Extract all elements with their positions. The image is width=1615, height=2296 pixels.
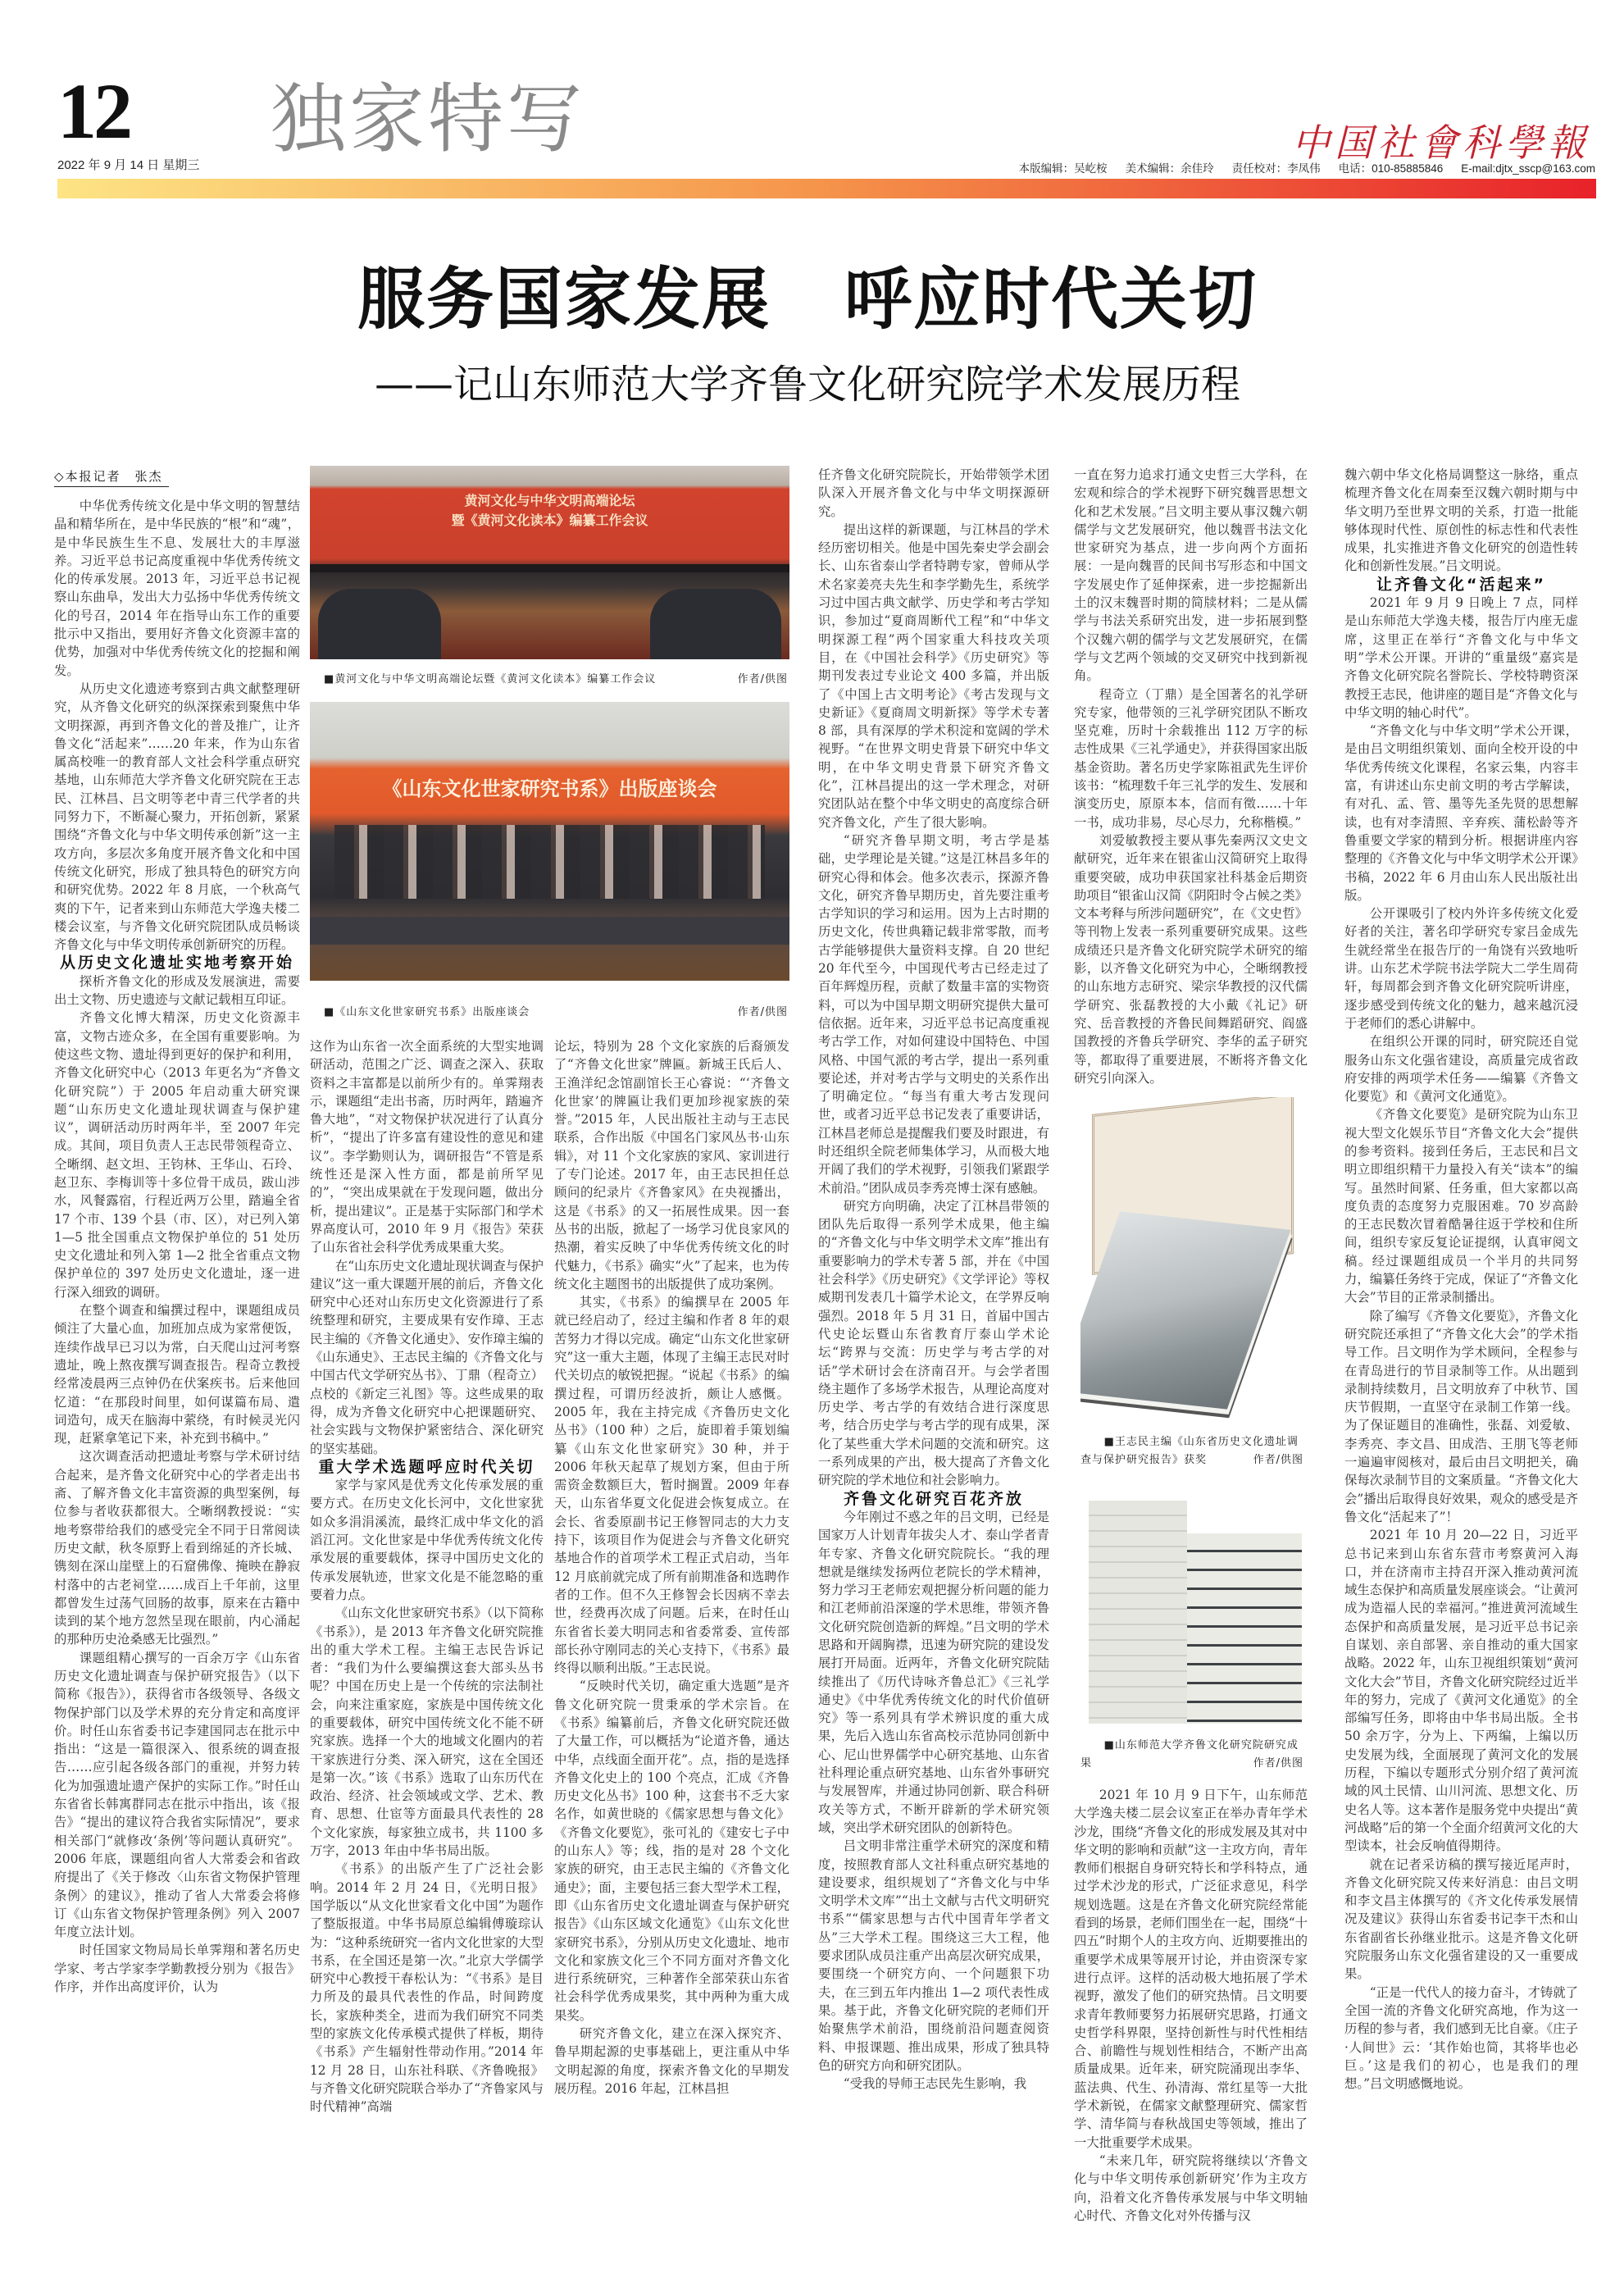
banner-line: 《山东文化世家研究书系》出版座谈会	[382, 777, 717, 800]
credit-phone: 电话：010-85885846	[1338, 162, 1444, 175]
column-1	[54, 497, 300, 1996]
paragraph: 提出这样的新课题，与江林昌的学术经历密切相关。他是中国先秦史学会副会长、山东省泰山学者特聘专家，曾师从学术名家姜亮夫先生和李学勤先生，系统学习过中国古典文献学、历史学和考古学知识，参加过“夏商周断代工程”和“中华文明探源工程”两个国家重大科技攻关项目，在《中国社会科学》《历史研究》等期刊发表过专业论文 400 多篇，并出版了《中国上古文明考论》《考古发现与文史新证》《夏商周文明新探》等学术专著 8 部，具有深厚的学术积淀和宽阔的学术视野。“在世界文明史背景下研究中华文明，在中华文明史背景下研究齐鲁文化”，江林昌提出的这一学术理念，对研究团队站在整个中华文明史的高度综合研究齐鲁文化，产生了很大影响。	[818, 522, 1049, 830]
photo-forum-meeting	[310, 466, 789, 659]
paragraph: 论坛，特别为 28 个文化家族的后裔颁发了“齐鲁文化世家”牌匾。新城王氏后人、王渔洋纪念馆副馆长王心睿说：“‘齐鲁文化世家’的牌匾让我们更加珍视家族的荣誉。”2015 年，人民出版社主动与王志民联系，合作出版《中国名门家风丛书·山东辑》，对 11 个文化家族的家风、家训进行了专门论述。2017 年，由王志民担任总顾问的纪录片《齐鲁家风》在央视播出，这是《书系》的又一拓展性成果。因一套丛书的出版，掀起了一场学习优良家风的热潮，着实反映了中华优秀传统文化的时代魅力，《书系》确实“火”了起来，也为传统文化主题图书的出版提供了成功案例。	[554, 1039, 789, 1292]
paragraph: 公开课吸引了校内外许多传统文化爱好者的关注，著名印学研究专家吕金成先生就经常坐在报告厅的一角饶有兴致地听讲。山东艺术学院书法学院大二学生周荷轩，每周都会到齐鲁文化研究院听讲座，逐步感受到传统文化的魅力，越来越沉浸于老师们的悉心讲解中。	[1344, 906, 1578, 1031]
paragraph: 齐鲁文化博大精深，历史文化资源丰富，文物古迹众多，在全国有重要影响。为使这些文物、遗址得到更好的保护和利用，齐鲁文化研究中心（2013 年更名为“齐鲁文化研究院”）于 2005 年启动重大研究课题“山东历史文化遗址现状调查与保护建议”，调研活动历时两年半，至 2007 年完成。其间，项目负责人王志民带领程奇立、仝晰纲、赵文坦、王钧林、王华山、石玲、赵卫东、李梅训等十多位骨干成员，跋山涉水，风餐露宿，行程近两万公里，踏遍全省 17 个市、139 个县（市、区），对已列入第 1—5 批全国重点文物保护单位的 51 处历史文化遗址和列入第 1—2 批全省重点文物保护单位的 397 处历史文化遗址，逐一进行深入细致的调研。	[54, 1010, 300, 1300]
paragraph: 其实，《书系》的编撰早在 2005 年就已经启动了，经过主编和作者 8 年的艰苦努力才得以完成。确定“山东文化世家研究”这一重大主题，体现了主编王志民对时代关切点的敏锐把握。“说起《书系》的编撰过程，可谓历经波折，颇让人感慨。2005 年，我在主持完成《齐鲁历史文化丛书》（100 种）之后，旋即着手策划编纂《山东文化世家研究》30 种，并于 2006 年秋天起草了规划方案，但由于所需资金数额巨大，暂时搁置。2009 年春天，山东省华夏文化促进会恢复成立。在会长、省委原副书记王修智同志的大力支持下，该项目作为促进会与齐鲁文化研究基地合作的首项学术工程正式启动，当年 12 月底前就完成了所有前期准备和选聘作者的工作。但不久王修智会长因病不幸去世，经费再次成了问题。后来，在时任山东省省长姜大明同志和省委常委、宣传部部长孙守刚同志的关心支持下，《书系》最终得以顺利出版。”王志民说。	[554, 1295, 789, 1676]
section-heading-4: 让齐鲁文化“活起来”	[1376, 575, 1546, 594]
editor-credits	[1001, 159, 1595, 175]
paragraph: 家学与家风是优秀文化传承发展的重要方式。在历史文化长河中，文化世家犹如众多涓涓溪流，最终汇成中华文化的滔滔江河。文化世家是中华优秀传统文化传承发展的重要载体，探寻中国历史文化的传承发展轨迹，世家文化是不能忽略的重要着力点。	[310, 1478, 544, 1602]
newspaper-logo: 中国社會科學報	[1292, 121, 1590, 165]
headline	[0, 261, 1615, 339]
section-heading-3: 齐鲁文化研究百花齐放	[843, 1489, 1024, 1508]
paragraph: “反映时代关切，确定重大选题”是齐鲁文化研究院一贯秉承的学术宗旨。在《书系》编纂前后，齐鲁文化研究院还做了大量工作，可以概括为“论道齐鲁，通达中华，点线面全面开花”。点，指的是选择齐鲁文化史上的 100 个亮点，汇成《齐鲁历史文化丛书》100 种，这套书不乏大家名作，如黄世晓的《儒家思想与鲁文化》《齐鲁文化要览》，张可礼的《建安七子中的山东人》等；线，指的是对 28 个文化家族的研究，由王志民主编的《齐鲁文化通史》；面，主要包括三套大型学术工程，即《山东省历史文化遗址调查与保护研究报告》《山东区域文化通览》《山东文化世家研究书系》，分别从历史文化遗址、地市文化和家族文化三个不同方面对齐鲁文化进行系统研究，三种著作全部荣获山东省社会科学优秀成果奖，其中两种为重大成果奖。	[554, 1679, 789, 2023]
paragraph: 一直在努力追求打通文史哲三大学科，在宏观和综合的学术视野下研究魏晋思想文化和艺术发展。”吕文明主要从事汉魏六朝儒学与文艺发展研究，他以魏晋书法文化世家研究为基点，进一步向两个方面拓展：一是向魏晋的民间书写形态和中国文字发展史作了延伸探索，进一步挖掘新出土的汉末魏晋时期的简牍材料；二是从儒学与书法关系研究出发，进一步拓展到整个汉魏六朝的儒学与文艺发展研究，在儒学与文艺两个领域的交叉研究中找到新视角。	[1074, 467, 1308, 684]
photo-book-series-symposium	[310, 702, 789, 981]
paragraph: 在整个调查和编撰过程中，课题组成员倾注了大量心血，加班加点成为家常便饭，连续作战早已习以为常，白天爬山过河考察遗址，晚上熬夜撰写调查报告。程奇立教授经常凌晨两三点钟仍在伏案疾书。后来他回忆道：“在那段时间里，如何谋篇布局、遣词造句，成天在脑海中萦绕，有时候灵光闪现，赶紧拿笔记下来，补充到书稿中。”	[54, 1303, 300, 1446]
paragraph: 《齐鲁文化要览》是研究院为山东卫视大型文化娱乐节目“齐鲁文化大会”提供的参考资料。接到任务后，王志民和吕文明立即组织精干力量投入有关“读本”的编写。虽然时间紧、任务重，但大家都以高度负责的态度努力克服困难。70 岁高龄的王志民数次冒着酷暑往返于学校和住所间，组织专家反复论证提纲，认真审阅文稿。经过课题组成员一个半月的共同努力，编纂任务终于完成，保证了“齐鲁文化大会”节目的正常录制播出。	[1344, 1107, 1578, 1305]
caption-text: ■黄河文化与中华文明高端论坛暨《黄河文化读本》编纂工作会议	[324, 673, 657, 686]
credit-proofreader: 责任校对：李凤伟	[1231, 162, 1321, 175]
section-title: 独家特写	[271, 75, 586, 163]
photo-credit: 作者/供图	[737, 673, 788, 686]
paragraph: 研究方向明确，决定了江林昌带领的团队先后取得一系列学术成果，他主编的“齐鲁文化与中华文明学术文库”推出有重要影响力的学术专著 5 部，并在《中国社会科学》《历史研究》《文学评论》等权威期刊发表几十篇学术论文，在学界反响强烈。2018 年 5 月 31 日，首届中国古代史论坛暨山东省教育厅泰山学术论坛“跨界与交流：历史学与考古学的对话”学术研讨会在济南召开。与会学者围绕主题作了多场学术报告，从理论高度对历史学、考古学的有效结合进行深度思考，结合历史学与考古学的现有成果，深化了某些重大学术问题的交流和研究。这一系列成果的产出，极大提高了齐鲁文化研究院的学术地位和社会影响力。	[818, 1198, 1049, 1488]
issue-date: 2022 年 9 月 14 日 星期三	[57, 158, 200, 172]
paragraph: 2021 年 10 月 9 日下午，山东师范大学逸夫楼二层会议室正在举办青年学术沙龙，围绕“齐鲁文化的形成发展及其对中华文明的影响和贡献”这一主攻方向，青年教师们根据自身研究特长和学科特点，通过学术沙龙的形式，广泛征求意见，科学规划选题。这是在齐鲁文化研究院经常能看到的场景，老师们围坐在一起，围绕“十四五”时期个人的主攻方向、近期要推出的重要学术成果等展开讨论，并由资深专家进行点评。这样的活动极大地拓展了学术视野，激发了他们的研究热情。吕文明要求青年教师要努力拓展研究思路，打通文史哲学科界限，坚持创新性与时代性相结合、前瞻性与规划性相结合，不断产出高质量成果。近年来，研究院涌现出李华、蓝法典、代生、孙清海、常红星等一大批学术新锐，在儒家文献整理研究、儒家哲学、清华简与春秋战国史等领域，推出了一大批重要学术成果。	[1074, 1788, 1308, 2150]
paragraph: 研究齐鲁文化，建立在深入探究齐、鲁早期起源的史事基础上，更注重从中华文明起源的角度，探索齐鲁文化的早期发展历程。2016 年起，江林昌担	[554, 2026, 789, 2096]
caption-text: ■山东师范大学齐鲁文化研究院研究成果	[1080, 1739, 1299, 1770]
photo-research-books-stack	[1080, 1484, 1306, 1730]
paragraph: 就在记者采访稿的撰写接近尾声时，齐鲁文化研究院又传来好消息：由吕文明和李文昌主体撰写的《齐文化传承发展情况及建议》获得山东省委书记李干杰和山东省副省长孙继业批示。这是齐鲁文化研究院服务山东文化强省建设的又一重要成果。	[1344, 1856, 1578, 1982]
paragraph: 刘爱敏教授主要从事先秦两汉文史文献研究，近年来在银雀山汉简研究上取得重要突破，成功申获国家社科基金后期资助项目“银雀山汉简《阴阳时令占候之类》文本考释与所涉问题研究”，在《文史哲》等刊物上发表一系列重要研究成果。这些成绩还只是齐鲁文化研究院学术研究的缩影，以齐鲁文化研究为中心，仝晰纲教授的山东地方志研究、梁宗华教授的汉代儒学研究、张磊教授的大小戴《礼记》研究、岳音教授的齐鲁民间舞蹈研究、阎盛国教授的齐鲁兵学研究、李华的孟子研究等，都取得了重要进展，不断将齐鲁文化研究引向深入。	[1074, 832, 1308, 1086]
credit-editor: 本版编辑：吴屹桉	[1018, 162, 1108, 175]
paragraph: 魏六朝中华文化格局调整这一脉络，重点梳理齐鲁文化在周秦至汉魏六朝时期与中华文明乃至世界文明的关系，打造一批能够体现时代性、原创性的标志性和代表性成果，扎实推进齐鲁文化研究的创造性转化和创新性发展。”吕文明说。	[1344, 467, 1578, 574]
photo-caption	[324, 1003, 788, 1018]
paragraph: 除了编写《齐鲁文化要览》，齐鲁文化研究院还承担了“齐鲁文化大会”的学术指导工作。吕文明作为学术顾问，全程参与在青岛进行的节目录制等工作。从出题到录制持续数月，吕文明放弃了中秋节、国庆节假期，一直坚守在录制工作第一线。为了保证题目的准确性，张磊、刘爱敏、李秀亮、李文昌、田成浩、王朋飞等老师一遍遍审阅核对，最后由吕文明把关，确保每次录制节目的文案质量。“齐鲁文化大会”播出后取得良好效果，观众的感受是齐鲁文化“活起来了”！	[1344, 1308, 1578, 1524]
section-heading-1: 从历史文化遗址实地考察开始	[59, 954, 294, 973]
headline-part-2: 呼应时代关切	[844, 261, 1258, 339]
photo-caption	[1080, 1433, 1303, 1469]
column-5	[1074, 466, 1308, 1087]
byline: ◇本报记者 张杰	[54, 467, 169, 487]
photo-credit: 作者/供图	[737, 1006, 788, 1018]
subheadline: ——记山东师范大学齐鲁文化研究院学术发展历程	[374, 362, 1240, 408]
header-gradient-bar	[57, 179, 1596, 198]
column-5-lower	[1074, 1786, 1308, 2225]
paragraph: “正是一代代人的接力奋斗，才铸就了全国一流的齐鲁文化研究高地，作为这一历程的参与者，我们感到无比自豪。《庄子·人间世》云：‘其作始也简，其将毕也必巨。’这是我们的初心，也是我们的理想。”吕文明感慨地说。	[1344, 1984, 1578, 2092]
photo-caption	[1080, 1737, 1303, 1773]
paragraph: 在“山东历史文化遗址现状调查与保护建议”这一重大课题开展的前后，齐鲁文化研究中心还对山东历史文化资源进行了系统整理和研究，主要成果有安作璋、王志民主编的《齐鲁文化通史》、安作璋主编的《山东通史》、王志民主编的《齐鲁文化与中国古代文学研究丛书》、丁鼎（程奇立）点校的《新定三礼图》等。这些成果的取得，成为齐鲁文化研究中心把课题研究、社会实践与文物保护紧密结合、深化研究的坚实基础。	[310, 1258, 544, 1456]
caption-text: ■《山东文化世家研究书系》出版座谈会	[324, 1006, 530, 1018]
paragraph: 程奇立（丁鼎）是全国著名的礼学研究专家，他带领的三礼学研究团队不断攻坚克难，历时十余载推出 112 万字的标志性成果《三礼学通史》，并获得国家出版基金资助。著名历史学家陈祖武先生评价该书：“梳理数千年三礼学的发生、发展和演变历史，原原本本，信而有徵……十年一书，成功非易，尽心尽力，允称楷模。”	[1074, 686, 1308, 830]
credit-art-editor: 美术编辑：余佳玲	[1125, 162, 1214, 175]
column-3	[554, 1037, 789, 2098]
column-6	[1344, 466, 1578, 2093]
paragraph: 2021 年 9 月 9 日晚上 7 点，同样是山东师范大学逸夫楼，报告厅内座无虚席，这里正在举行“齐鲁文化与中华文明”学术公开课。开讲的“重量级”嘉宾是齐鲁文化研究院名誉院长、学校特聘资深教授王志民，他讲座的题目是“齐鲁文化与中华文明的轴心时代”。	[1344, 595, 1578, 720]
paragraph: 《书系》的出版产生了广泛社会影响。2014 年 2 月 24 日，《光明日报》国学版以“从文化世家看文化中国”为题作了整版报道。中华书局原总编辑傅璇琮认为：“这种系统研究一省内文化世家的大型书系，在全国还是第一次。”北京大学儒学研究中心教授干春松认为：“《书系》是目力所及的最具代表性的作品，时间跨度长，家族种类全，进而为我们研究不同类型的家族文化传承模式提供了样板，期待《书系》产生辐射性带动作用。”2014 年 12 月 28 日，山东社科联、《齐鲁晚报》与齐鲁文化研究院联合举办了“齐鲁家风与时代精神”高端	[310, 1861, 544, 2115]
paragraph: 2021 年 10 月 20—22 日，习近平总书记来到山东省东营市考察黄河入海口，并在济南市主持召开深入推动黄河流域生态保护和高质量发展座谈会。“让黄河成为造福人民的幸福河。”推进黄河流域生态保护和高质量发展，是习近平总书记亲自谋划、亲自部署、亲自推动的重大国家战略。2022 年，山东卫视组织策划“黄河文化大会”节目，齐鲁文化研究院经过近半年的努力，完成了《黄河文化通览》的全部编写任务，即将由中华书局出版。全书 50 余万字，分为上、下两编，上编以历史发展为线，全面展现了黄河文化的发展历程，下编以专题形式分别介绍了黄河流域的风土民情、山川河流、思想文化、历史名人等。这本著作是服务党中央提出“黄河战略”后的第一个全面介绍黄河文化的大型读本，社会反响值得期待。	[1344, 1528, 1578, 1854]
paragraph: 时任国家文物局局长单霁翔和著名历史学家、考古学家李学勤教授分别为《报告》作序，并作出高度评价，认为	[54, 1943, 300, 1995]
banner-line: 黄河文化与中华文明高端论坛	[464, 493, 635, 508]
credit-email[interactable]: E-mail:djtx_sscp@163.com	[1461, 162, 1595, 175]
page-number: 12	[57, 67, 130, 155]
paragraph: 《山东文化世家研究书系》（以下简称《书系》），是 2013 年齐鲁文化研究院推出的重大学术工程。主编王志民告诉记者：“我们为什么要编撰这套大部头丛书呢？中国在历史上是一个传统的宗法制社会，向来注重家庭，家族是中国传统文化的重要载体，研究中国传统文化不能不研究家族。选择一个大的地域文化圈内的若干家族进行分类、深入研究，这在全国还是第一次。”该《书系》选取了山东历代在政治、经济、社会领域或文学、艺术、教育、思想、仕宦等方面最具代表性的 28 个文化家族，每家独立成书，共 1100 多万字，2013 年由中华书局出版。	[310, 1606, 544, 1859]
paragraph: 今年刚过不惑之年的吕文明，已经是国家万人计划青年拔尖人才、泰山学者青年专家、齐鲁文化研究院院长。“我的理想就是继续发扬两位老院长的学术精神，努力学习王老师宏观把握分析问题的能力和江老师前沿深邃的学术思维，带领齐鲁文化研究院创造新的辉煌。”吕文明的学术思路和开阔胸襟，迅速为研究院的建设发展打开局面。近两年，齐鲁文化研究院陆续推出了《历代诗咏齐鲁总汇》《三礼学通史》《中华优秀传统文化的时代价值研究》等一系列具有学术辨识度的重大成果，先后入选山东省高校示范协同创新中心、尼山世界儒学中心研究基地、山东省社科理论重点研究基地、山东省外事研究与发展智库，并通过协同创新、联合科研攻关等方式，不断开辟新的学术研究领域，突出学术研究团队的创新特色。	[818, 1509, 1049, 1835]
column-2	[310, 1037, 544, 2116]
paragraph: 课题组精心撰写的一百余万字《山东省历史文化遗址调查与保护研究报告》（以下简称《报告》），获得省市各级领导、各级文物保护部门以及学术界的充分肯定和高度评价。时任山东省委书记李建国同志在批示中指出：“这是一篇很深入、很系统的调查报告……应引起各级各部门的重视，并努力转化为加强遗址遗产保护的实际工作。”时任山东省省长韩寓群同志在批示中指出，该《报告》“提出的建议符合我省实际情况”，要求相关部门“就修改‘条例’等问题认真研究”。2006 年底，课题组向省人大常委会和省政府提出了《关于修改〈山东省文物保护管理条例〉的建议》，推动了省人大常委会将修订《山东省文物保护管理条例》列入 2007 年度立法计划。	[54, 1650, 300, 1940]
column-4	[818, 466, 1049, 2093]
paragraph: “齐鲁文化与中华文明”学术公开课，是由吕文明组织策划、面向全校开设的中华优秀传统文化课程，名家云集，内容丰富，有讲述山东史前文明的考古学解读，有对孔、孟、管、墨等先圣先贤的思想解读，也有对李清照、辛弃疾、蒲松龄等齐鲁重要文学家的精到分析。根据讲座内容整理的《齐鲁文化与中华文明学术公开课》书稿，2022 年 6 月由山东人民出版社出版。	[1344, 723, 1578, 903]
banner-line: 暨《黄河文化读本》编纂工作会议	[451, 512, 648, 528]
paragraph: 这作为山东省一次全面系统的大型实地调研活动，范围之广泛、调查之深入、获取资料之丰富都是以前所少有的。单霁翔表示，课题组“走出书斋，历时两年，踏遍齐鲁大地”，“对文物保护状况进行了认真分析”，“提出了许多富有建设性的意见和建议”。李学勤则认为，调研报告“不管是系统性还是深入性方面，都是前所罕见的”，“突出成果就在于发现问题，做出分析，提出建议”。正是基于实际部门和学术界高度认可，2010 年 9 月《报告》荣获了山东省社会科学优秀成果重大奖。	[310, 1039, 544, 1255]
paragraph: 这次调查活动把遗址考察与学术研讨结合起来，是齐鲁文化研究中心的学者走出书斋、了解齐鲁文化丰富资源的典型案例，每位参与者收获都很大。仝晰纲教授说：“实地考察带给我们的感受完全不同于日常阅读历史文献，秋冬原野上看到绵延的齐长城、镌刻在深山崖壁上的石窟佛像、掩映在静寂村落中的古老祠堂……成百上千年前，这里都曾发生过荡气回肠的故事，原来在古籍中读到的某个地方忽然呈现在眼前，内心涌起的那种历史沧桑感无比强烈。”	[54, 1449, 300, 1647]
caption-text: ■王志民主编《山东省历史文化遗址调查与保护研究报告》获奖	[1080, 1436, 1299, 1466]
paragraph: 中华优秀传统文化是中华文明的智慧结晶和精华所在，是中华民族的“根”和“魂”，是中华民族生生不息、发展壮大的丰厚滋养。习近平总书记高度重视中华优秀传统文化的传承发展。2013 年，习近平总书记视察山东曲阜，发出大力弘扬中华优秀传统文化的号召，2014 年在指导山东工作的重要批示中又指出，要用好齐鲁文化资源丰富的优势，加强对中华优秀传统文化的挖掘和阐发。	[54, 499, 300, 678]
headline-part-1: 服务国家发展	[357, 261, 771, 339]
photo-credit: 作者/供图	[1253, 1454, 1303, 1466]
paragraph: 任齐鲁文化研究院院长，开始带领学术团队深入开展齐鲁文化与中华文明探源研究。	[818, 467, 1049, 519]
photo-credit: 作者/供图	[1253, 1757, 1303, 1770]
paragraph: 从历史文化遗迹考察到古典文献整理研究，从齐鲁文化研究的纵深探索到聚焦中华文明探源，再到齐鲁文化的普及推广，让齐鲁文化“活起来”……20 年来，作为山东省属高校唯一的教育部人文社会科学重点研究基地，山东师范大学齐鲁文化研究院在王志民、江林昌、吕文明等老中青三代学者的共同努力下，不断凝心聚力，开拓创新，紧紧围绕“齐鲁文化与中华文明传承创新”这一主攻方向，多层次多角度开展齐鲁文化和中国传统文化研究，形成了独具特色的研究方向和研究优势。2022 年 8 月底，一个秋高气爽的下午，记者来到山东师范大学逸夫楼二楼会议室，与齐鲁文化研究院团队成员畅谈齐鲁文化与中华文明传承创新研究的历程。	[54, 681, 300, 953]
paragraph: 吕文明非常注重学术研究的深度和精度，按照教育部人文社科重点研究基地的建设要求，组织规划了“齐鲁文化与中华文明学术文库”“出土文献与古代文明研究书系”“儒家思想与古代中国青年学者文丛”三大学术工程。围绕这三大工程，他要求团队成员注重产出高层次研究成果，要围绕一个研究方向、一个问题狠下功夫，在三到五年内推出 1—2 项代表性成果。基于此，齐鲁文化研究院的老师们开始聚焦学术前沿，围绕前沿问题查阅资料、申报课题、推出成果，形成了独具特色的研究方向和研究团队。	[818, 1838, 1049, 2073]
photo-award-certificate-book	[1080, 1097, 1306, 1419]
paragraph: “未来几年，研究院将继续以‘齐鲁文化与中华文明传承创新研究’作为主攻方向，沿着文化齐鲁传承发展与中华文明轴心时代、齐鲁文化对外传播与汉	[1074, 2152, 1308, 2223]
paragraph: 在组织公开课的同时，研究院还自觉服务山东文化强省建设，高质量完成省政府安排的两项学术任务——编纂《齐鲁文化要览》和《黄河文化通览》。	[1344, 1034, 1578, 1105]
paragraph: “研究齐鲁早期文明，考古学是基础，史学理论是关键。”这是江林昌多年的研究心得和体会。他多次表示，探源齐鲁文化，研究齐鲁早期历史，首先要注重考古学知识的学习和运用。因为上古时期的历史文化，传世典籍记载非常零散，而考古学能够提供大量资料支撑。自 20 世纪 20 年代至今，中国现代考古已经走过了百年辉煌历程，贡献了数量丰富的实物资料，可以为中国早期文明研究提供大量可信依据。近年来，习近平总书记高度重视考古学工作，对如何建设中国特色、中国风格、中国气派的考古学，提出一系列重要论述，并对考古学与文明史的关系作出了明确定位。“每当有重大考古发现问世，或者习近平总书记发表了重要讲话，江林昌老师总是提醒我们要及时跟进，有时还组织全院老师集体学习，从而极大地开阔了我们的学术视野，引领我们紧跟学术前沿。”团队成员李秀亮博士深有感触。	[818, 832, 1049, 1196]
paragraph: 探析齐鲁文化的形成及发展演进，需要出土文物、历史遗迹与文献记载相互印证。	[54, 973, 300, 1008]
photo-caption	[324, 670, 788, 686]
paragraph: “受我的导师王志民先生影响，我	[843, 2076, 1027, 2092]
section-heading-2: 重大学术选题呼应时代关切	[318, 1457, 535, 1476]
